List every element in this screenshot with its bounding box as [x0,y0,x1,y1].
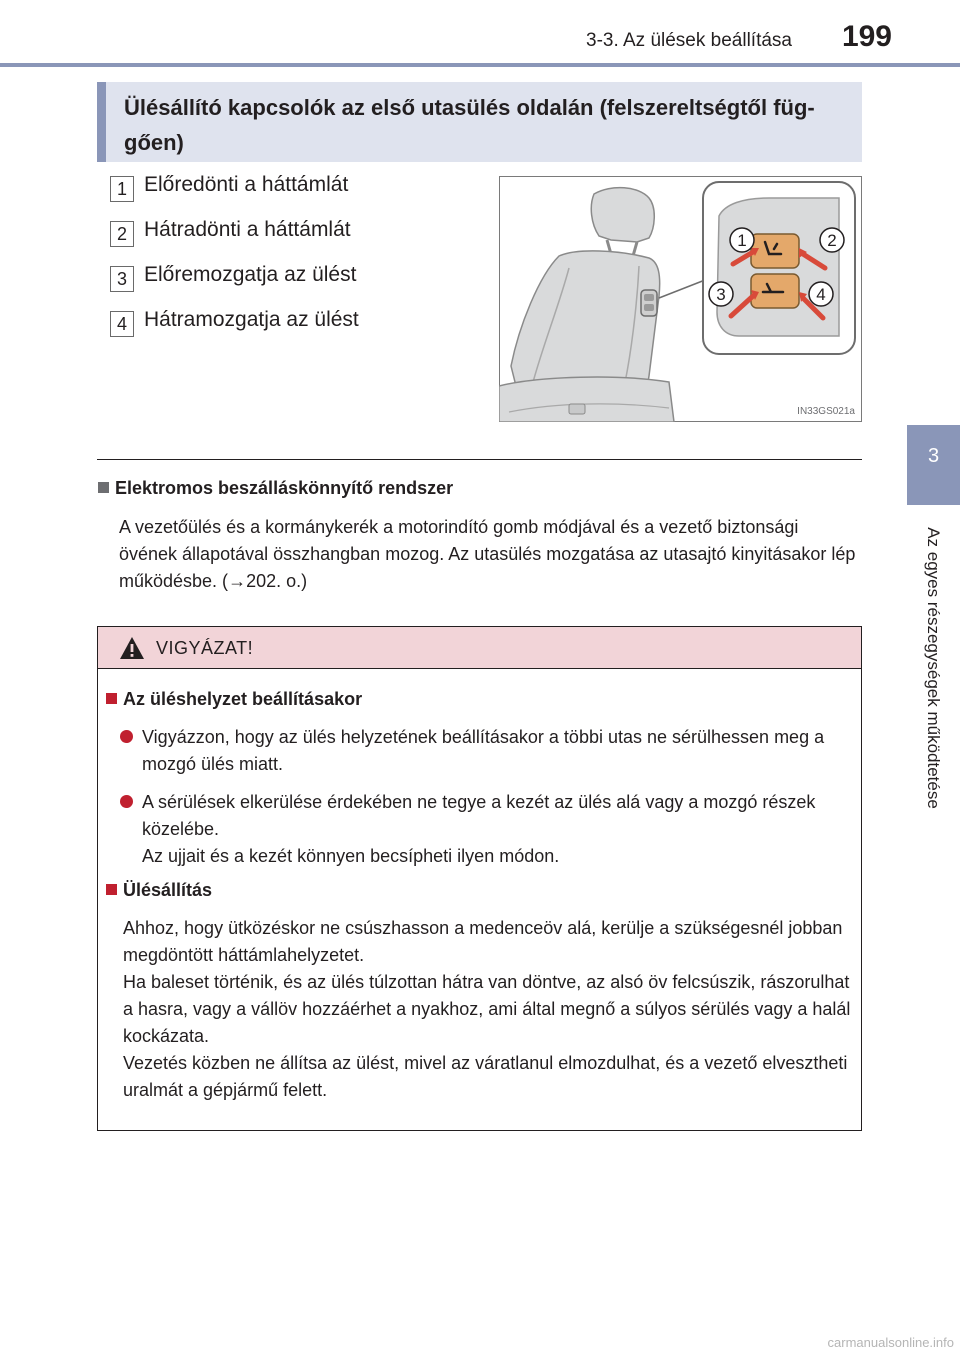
caution-bullet-text: A sérülések elkerülése érdekében ne tegye a kezét az ülés alá vagy a mozgó részek közelébe. [142,792,816,839]
page-reference: 202. o.) [246,571,308,591]
square-bullet-icon [106,693,117,704]
list-item-label: Hátramozgatja az ülést [144,308,359,331]
number-box: 2 [110,221,134,247]
red-dot-bullet-icon [120,730,133,743]
arrow-icon: → [228,571,247,591]
caution-header [98,627,861,669]
section-heading-line-1: Ülésállító kapcsolók az első utasülés oldalán (felszereltségtől füg- [124,95,815,120]
info-body-text: A vezetőülés és a kormánykerék a motorindító gomb módjával és a vezető biztonsági övének állapotával összhangban mozog. Az utasülés mozgatása az utasajtó kinyitásakor lép működésbe. ( [119,517,856,591]
red-dot-bullet-icon [120,795,133,808]
caution-subheading [106,689,362,710]
section-heading [97,82,862,162]
info-heading [98,478,453,499]
caution-bullet-text: Vigyázzon, hogy az ülés helyzetének beállításakor a többi utas ne sérülhessen meg a mozgó ülés miatt. [142,727,825,774]
caution-paragraph: Ahhoz, hogy ütközéskor ne csúszhasson a medenceöv alá, kerülje a szükségesnél jobban megdöntött háttámlahelyzetet. [123,918,843,965]
info-heading-text: Elektromos beszálláskönnyítő rendszer [115,478,454,498]
callout-3: 3 [716,285,726,304]
header-rule [0,63,960,67]
list-item-label: Előredönti a háttámlát [144,173,349,196]
info-body [119,514,859,595]
caution-subheading-text: Az üléshelyzet beállításakor [123,689,363,709]
caution-paragraphs [123,915,853,1104]
caution-paragraph: Ha baleset történik, és az ülés túlzottan hátra van döntve, az alsó öv felcsúszik, rászorulhat a hasra, vagy a vállöv hozzáérhet a nyakhoz, ami által megnő a súlyos sérülés vagy a halál kockázata. [123,972,851,1046]
callout-2: 2 [827,231,837,250]
chapter-title: Az egyes részegységek működtetése [924,527,943,809]
caution-box [97,626,862,1131]
number-box: 4 [110,311,134,337]
callout-1: 1 [737,231,747,250]
section-divider [97,459,862,460]
warning-triangle-icon [119,636,145,660]
square-bullet-icon [106,884,117,895]
page-number: 199 [841,20,892,53]
list-item-label: Előremozgatja az ülést [144,263,357,286]
number-box: 1 [110,176,134,202]
seat-switch-illustration [499,176,862,422]
caution-bullet-text-2: Az ujjait és a kezét könnyen becsípheti ilyen módon. [142,846,560,866]
chapter-number: 3 [927,445,940,467]
switch-panel-zoom [703,182,855,354]
caution-subheading-text: Ülésállítás [123,880,213,900]
number-box: 3 [110,266,134,292]
list-item-label: Hátradönti a háttámlát [144,218,351,241]
section-heading-line-2: gően) [124,130,184,155]
illustration-code: IN33GS021a [797,406,855,417]
caution-paragraph: Vezetés közben ne állítsa az ülést, mivel az váratlanul elmozdulhat, és a vezető elvesztheti uralmát a gépjármű felett. [123,1053,848,1100]
caution-bullet [120,724,855,780]
square-bullet-icon [98,482,109,493]
caution-bullet [120,789,855,873]
caution-title: VIGYÁZAT! [156,638,254,658]
running-header-title: 3-3. Az ülések beállítása [586,30,792,51]
callout-4: 4 [816,285,826,304]
watermark: carmanualsonline.info [827,1335,954,1350]
caution-subheading [106,880,212,901]
